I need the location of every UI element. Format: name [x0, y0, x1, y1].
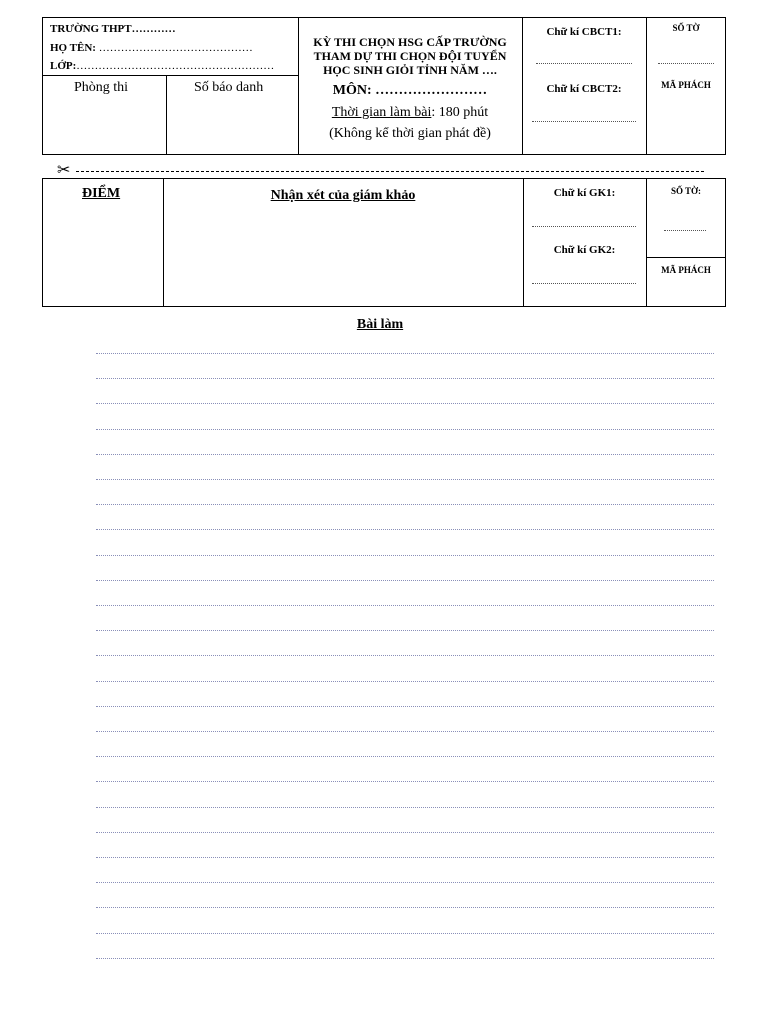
grading-sheet-number-label: SỐ TỜ: — [670, 186, 702, 196]
exam-title-3: HỌC SINH GIỎI TỈNH NĂM …. — [323, 63, 497, 77]
answer-line[interactable] — [96, 857, 714, 858]
answer-title: Bài làm — [356, 317, 404, 332]
proctor1-label: Chữ kí CBCT1: — [546, 26, 622, 38]
divider — [166, 75, 167, 155]
answer-line[interactable] — [96, 832, 714, 833]
answer-line[interactable] — [96, 807, 714, 808]
exam-title-2: THAM DỰ THI CHỌN ĐỘI TUYỂN — [313, 49, 507, 63]
proctor2-label: Chữ kí CBCT2: — [546, 83, 622, 95]
examiner2-signature-line — [532, 283, 636, 284]
answer-line[interactable] — [96, 479, 714, 480]
answer-line[interactable] — [96, 429, 714, 430]
school-field — [50, 23, 176, 35]
proctor2-signature-line — [532, 121, 636, 122]
name-field — [50, 42, 253, 54]
proctor1-signature-line — [536, 63, 632, 64]
answer-line[interactable] — [96, 781, 714, 782]
answer-line[interactable] — [96, 706, 714, 707]
answer-line[interactable] — [96, 580, 714, 581]
time-label: Thời gian làm bài — [331, 105, 432, 120]
answer-line[interactable] — [96, 504, 714, 505]
answer-line[interactable] — [96, 378, 714, 379]
answer-line[interactable] — [96, 529, 714, 530]
cut-line — [76, 171, 704, 172]
name-label: HỌ TÊN: — [50, 42, 96, 54]
sheet-number-label: SỐ TỜ — [672, 23, 700, 33]
school-label: TRƯỜNG THPT — [50, 23, 132, 35]
class-field — [50, 60, 274, 72]
code-label: MÃ PHÁCH — [661, 80, 711, 90]
answer-line[interactable] — [96, 958, 714, 959]
answer-line[interactable] — [96, 630, 714, 631]
room-label: Phòng thi — [74, 80, 129, 95]
class-label: LỚP: — [50, 60, 77, 72]
examiner1-label: Chữ kí GK1: — [553, 187, 616, 199]
name-value: …………………………………… — [98, 42, 253, 54]
time-value: : 180 phút — [431, 105, 489, 120]
divider — [42, 75, 298, 76]
subject-label: MÔN: …………………… — [332, 83, 488, 98]
answer-line[interactable] — [96, 907, 714, 908]
school-value: ………… — [131, 23, 176, 35]
answer-line[interactable] — [96, 933, 714, 934]
score-label: ĐIỂM — [82, 186, 121, 201]
answer-line[interactable] — [96, 681, 714, 682]
answer-line[interactable] — [96, 353, 714, 354]
grading-code-label: MÃ PHÁCH — [661, 265, 711, 275]
answer-line[interactable] — [96, 756, 714, 757]
examiner2-label: Chữ kí GK2: — [553, 244, 616, 256]
examiner1-signature-line — [532, 226, 636, 227]
time-note: (Không kể thời gian phát đề) — [329, 126, 491, 141]
answer-line[interactable] — [96, 454, 714, 455]
candidate-number-label: Số báo danh — [194, 80, 264, 95]
divider — [646, 178, 647, 307]
time-line — [298, 105, 522, 121]
scissors-icon: ✂ — [57, 160, 71, 179]
comment-label: Nhận xét của giám khảo — [270, 188, 416, 203]
answer-line[interactable] — [96, 555, 714, 556]
answer-line[interactable] — [96, 605, 714, 606]
grading-sheet-number-line — [664, 230, 706, 231]
sheet-number-line — [658, 63, 714, 64]
divider — [646, 257, 726, 258]
answer-line[interactable] — [96, 882, 714, 883]
class-value: ……………………………………………… — [76, 60, 275, 72]
answer-line[interactable] — [96, 655, 714, 656]
exam-title-1: KỲ THI CHỌN HSG CẤP TRƯỜNG — [313, 35, 507, 49]
answer-line[interactable] — [96, 731, 714, 732]
answer-line[interactable] — [96, 403, 714, 404]
